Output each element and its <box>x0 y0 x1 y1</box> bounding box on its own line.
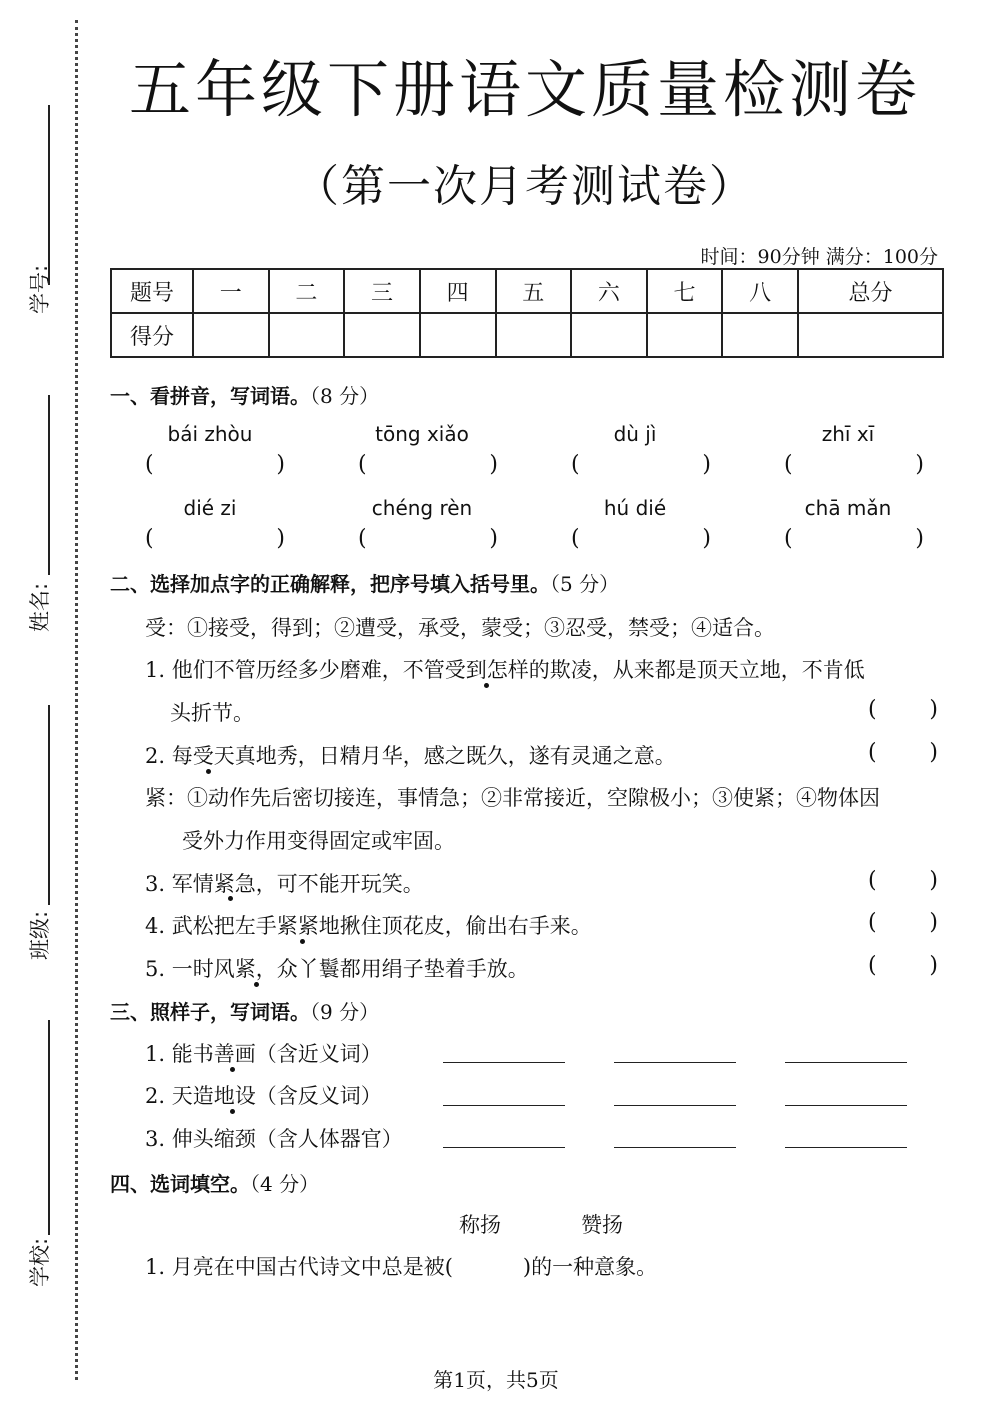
pinyin: chéng rèn <box>371 496 473 520</box>
score-table-header-row <box>111 269 943 313</box>
word-option: 赞扬 <box>581 1213 623 1237</box>
page-footer: 第1页，共5页 <box>433 1368 559 1392</box>
table-cell: 七 <box>647 269 723 313</box>
score-cell[interactable] <box>571 313 647 357</box>
answer-box[interactable]: ( ) <box>784 452 924 477</box>
emphasis-dot <box>228 896 233 901</box>
definition-jin-cont: 受外力作用变得固定或牢固。 <box>182 829 455 853</box>
class-label: 班级: <box>28 910 52 960</box>
section-title: 二、选择加点字的正确解释，把序号填入括号里。 <box>110 572 550 596</box>
answer-blank[interactable] <box>785 1060 907 1063</box>
section1-heading <box>110 380 379 409</box>
answer-box[interactable]: ( ) <box>358 526 498 551</box>
page-subtitle: （第一次月考测试卷） <box>295 161 755 212</box>
pinyin: tōng xiǎo <box>375 422 469 446</box>
answer-box[interactable]: ( ) <box>784 526 924 551</box>
definition-shou: 受：①接受，得到；②遭受，承受，蒙受；③忍受，禁受；④适合。 <box>145 616 775 640</box>
table-cell: 总分 <box>798 269 943 313</box>
question-text: 3. 军情紧急，可不能开玩笑。 <box>145 872 424 896</box>
school-label: 学校: <box>28 1237 52 1287</box>
question-text: 4. 武松把左手紧紧地揪住顶花皮，偷出右手来。 <box>145 914 592 938</box>
section2-heading <box>110 568 619 597</box>
table-cell: 一 <box>193 269 269 313</box>
emphasis-dot <box>300 939 305 944</box>
section3-heading <box>110 996 379 1025</box>
answer-blank[interactable] <box>614 1145 736 1148</box>
section-points: （5 分） <box>550 572 620 596</box>
answer-box[interactable]: ( ) <box>868 910 938 935</box>
emphasis-dot <box>254 982 259 987</box>
answer-blank[interactable] <box>614 1103 736 1106</box>
question-text: 头折节。 <box>170 701 254 725</box>
table-cell: 得分 <box>111 313 193 357</box>
score-cell[interactable] <box>420 313 496 357</box>
pinyin: dié zi <box>183 496 237 520</box>
section-title: 三、照样子，写词语。 <box>110 1000 310 1024</box>
answer-box[interactable]: ( ) <box>868 868 938 893</box>
pinyin: chā mǎn <box>804 496 892 520</box>
section-points: （4 分） <box>250 1172 320 1196</box>
answer-box[interactable]: ( ) <box>868 953 938 978</box>
question-text: 5. 一时风紧，众丫鬟都用绢子垫着手放。 <box>145 957 529 981</box>
emphasis-dot <box>230 1067 235 1072</box>
school-line <box>48 1020 50 1235</box>
score-cell[interactable] <box>269 313 345 357</box>
pinyin: hú dié <box>603 496 667 520</box>
score-cell[interactable] <box>193 313 269 357</box>
score-table <box>110 268 944 358</box>
answer-blank[interactable] <box>443 1060 565 1063</box>
answer-box[interactable]: ( ) <box>571 452 711 477</box>
answer-blank[interactable] <box>443 1103 565 1106</box>
answer-blank[interactable] <box>443 1145 565 1148</box>
section4-heading <box>110 1168 319 1197</box>
score-cell[interactable] <box>647 313 723 357</box>
word-option: 称扬 <box>459 1213 501 1237</box>
name-line <box>48 395 50 575</box>
score-cell[interactable] <box>344 313 420 357</box>
answer-box[interactable]: ( ) <box>358 452 498 477</box>
answer-box[interactable]: ( ) <box>868 740 938 765</box>
emphasis-dot <box>230 1109 235 1114</box>
time-info: 时间：90分钟 满分：100分 <box>700 246 938 268</box>
section-title: 一、看拼音，写词语。 <box>110 384 310 408</box>
student-id-label: 学号: <box>28 264 52 314</box>
cut-line <box>75 20 78 1380</box>
section-title: 四、选词填空。 <box>110 1172 250 1196</box>
answer-blank[interactable] <box>785 1145 907 1148</box>
table-cell: 八 <box>722 269 798 313</box>
question-text-part: )的一种意象。 <box>522 1255 658 1279</box>
student-id-line <box>48 105 50 285</box>
pinyin: dù jì <box>613 422 657 446</box>
page-title: 五年级下册语文质量检测卷 <box>128 53 921 126</box>
table-cell: 题号 <box>111 269 193 313</box>
emphasis-dot <box>206 769 211 774</box>
table-cell: 三 <box>344 269 420 313</box>
name-label: 姓名: <box>28 582 52 632</box>
score-cell[interactable] <box>496 313 572 357</box>
answer-blank[interactable] <box>614 1060 736 1063</box>
question-text: 3. 伸头缩颈（含人体器官） <box>145 1127 403 1151</box>
pinyin: zhī xī <box>821 422 875 446</box>
answer-box[interactable]: ( ) <box>571 526 711 551</box>
question-text-part: 1. 月亮在中国古代诗文中总是被( <box>145 1255 453 1279</box>
question-text: 2. 每受天真地秀，日精月华，感之既久，遂有灵通之意。 <box>145 744 676 768</box>
question-text <box>145 1251 657 1281</box>
score-table-score-row <box>111 313 943 357</box>
answer-box[interactable]: ( ) <box>145 452 285 477</box>
pinyin: bái zhòu <box>167 422 253 446</box>
answer-box[interactable]: ( ) <box>868 697 938 722</box>
question-text: 1. 能书善画（含近义词） <box>145 1042 382 1066</box>
table-cell: 五 <box>496 269 572 313</box>
table-cell: 四 <box>420 269 496 313</box>
section-points: （9 分） <box>310 1000 380 1024</box>
definition-jin: 紧：①动作先后密切接连，事情急；②非常接近，空隙极小；③使紧；④物体因 <box>145 786 880 810</box>
class-line <box>48 705 50 905</box>
table-cell: 二 <box>269 269 345 313</box>
question-text: 1. 他们不管历经多少磨难，不管受到怎样的欺凌，从来都是顶天立地，不肯低 <box>145 658 865 682</box>
table-cell: 六 <box>571 269 647 313</box>
answer-box[interactable]: ( ) <box>145 526 285 551</box>
answer-blank[interactable] <box>785 1103 907 1106</box>
section-points: （8 分） <box>310 384 380 408</box>
question-text: 2. 天造地设（含反义词） <box>145 1084 382 1108</box>
emphasis-dot <box>484 683 489 688</box>
score-cell[interactable] <box>722 313 798 357</box>
score-cell[interactable] <box>798 313 943 357</box>
